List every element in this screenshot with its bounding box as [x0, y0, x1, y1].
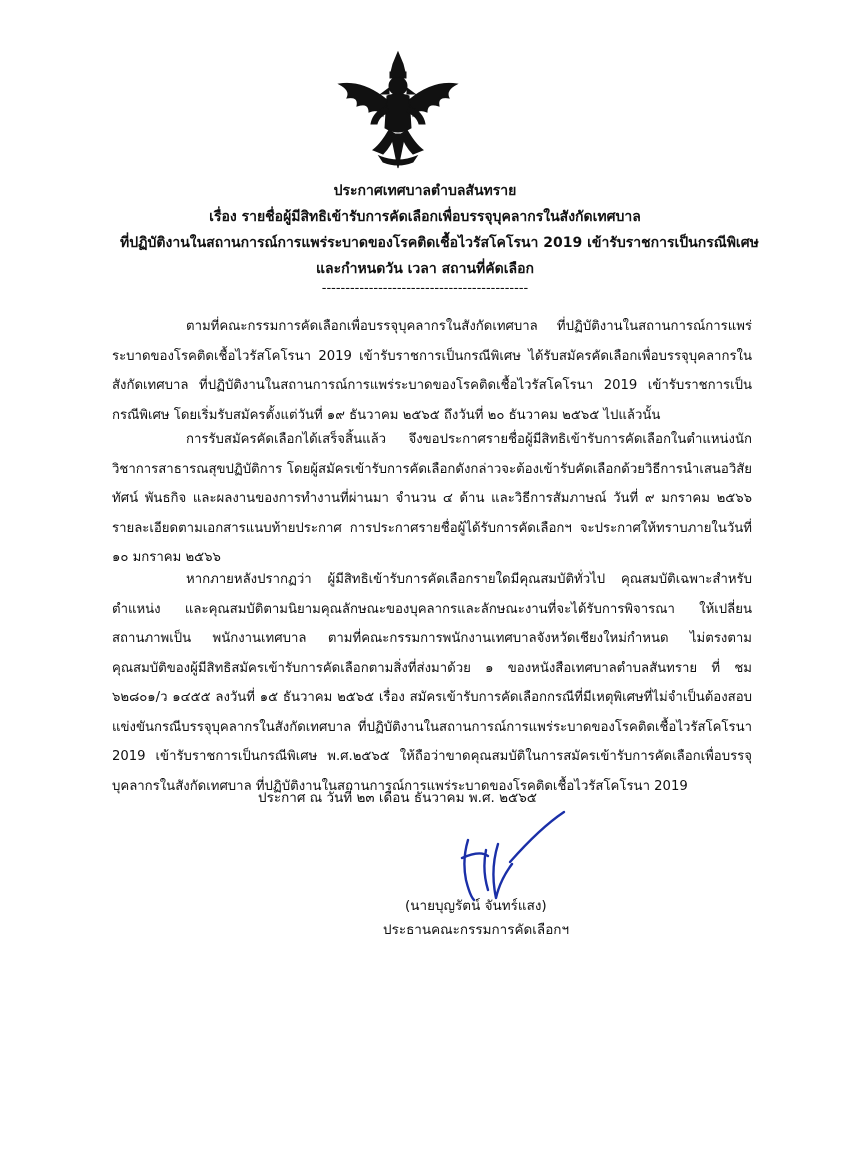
paragraph-2-text: การรับสมัครคัดเลือกได้เสร็จสิ้นแล้ว จึงขอประกาศรายชื่อผู้มีสิทธิเข้ารับการคัดเลือกในตำแหน่งนักวิชาการสาธารณสุขปฏิบัติการ โดยผู้สมัครเข้ารับการคัดเลือกดังกล่าวจะต้องเข้ารับคัดเลือกด้วยวิธีการนำเสนอวิสัยทัศน์ พันธกิจ และผลงานของการทำงานที่ผ่านมา จำนวน ๔ ด้าน และวิธีการสัมภาษณ์ วันที่ ๙ มกราคม ๒๕๖๖ รายละเอียดตามเอกสารแนบท้ายประกาศ การประกาศรายชื่อผู้ได้รับการคัดเลือกฯ จะประกาศให้ทราบภายในวันที่ ๑๐ มกราคม ๒๕๖๖ — [112, 432, 752, 565]
paragraph-2 — [112, 425, 752, 573]
paragraph-3-text: หากภายหลังปรากฏว่า ผู้มีสิทธิเข้ารับการคัดเลือกรายใดมีคุณสมบัติทั่วไป คุณสมบัติเฉพาะสำหรับตำแหน่ง และคุณสมบัติตามนิยามคุณลักษณะของบุคลากรและลักษณะงานที่จะได้รับการพิจารณา ให้เปลี่ยนสถานภาพเป็น พนักงานเทศบาล ตามที่คณะกรรมการพนักงานเทศบาลจังหวัดเชียงใหม่กำหนด ไม่ตรงตามคุณสมบัติของผู้มีสิทธิสมัครเข้ารับการคัดเลือกตามสิ่งที่ส่งมาด้วย ๑ ของหนังสือเทศบาลตำบลสันทราย ที่ ชม ๖๒๘๐๑/ว ๑๔๕๕ ลงวันที่ ๑๕ ธันวาคม ๒๕๖๕ เรื่อง สมัครเข้ารับการคัดเลือกกรณีที่มีเหตุพิเศษที่ไม่จำเป็นต้องสอบแข่งขันกรณีบรรจุบุคลากรในสังกัดเทศบาล ที่ปฏิบัติงานในสถานการณ์การแพร่ระบาดของโรคติดเชื้อไวรัสโคโรนา 2019 เข้ารับราชการเป็นกรณีพิเศษ พ.ศ.๒๕๖๕ ให้ถือว่าขาดคุณสมบัติในการสมัครเข้ารับการคัดเลือกเพื่อบรรจุบุคลากรในสังกัดเทศบาล ที่ปฏิบัติงานในสถานการณ์การแพร่ระบาดของโรคติดเชื้อไวรัสโคโรนา 2019 — [112, 572, 752, 794]
announcement-header — [120, 178, 759, 296]
signer-name: (นายบุญรัตน์ จันทร์แสง) — [405, 898, 547, 914]
header-separator: -------------------------------------------- — [321, 281, 529, 296]
garuda-emblem-icon — [333, 50, 463, 170]
paragraph-3 — [112, 565, 752, 801]
announcement-issuer: ประกาศเทศบาลตำบลสันทราย — [333, 183, 517, 199]
paragraph-1 — [112, 312, 752, 430]
announcement-subject-cont: ที่ปฏิบัติงานในสถานการณ์การแพร่ระบาดของโรคติดเชื้อไวรัสโคโรนา 2019 เข้ารับราชการเป็นกรณีพิเศษ — [120, 235, 759, 251]
signer-title: ประธานคณะกรรมการคัดเลือกฯ — [383, 922, 570, 938]
announcement-subject: เรื่อง รายชื่อผู้มีสิทธิเข้ารับการคัดเลือกเพื่อบรรจุบุคลากรในสังกัดเทศบาล — [209, 209, 641, 225]
issued-date: ประกาศ ณ วันที่ ๒๓ เดือน ธันวาคม พ.ศ. ๒๕๖๕ — [258, 790, 538, 806]
announcement-subject-end: และกำหนดวัน เวลา สถานที่คัดเลือก — [315, 261, 534, 277]
signature-icon — [440, 810, 570, 905]
paragraph-1-text: ตามที่คณะกรรมการคัดเลือกเพื่อบรรจุบุคลากรในสังกัดเทศบาล ที่ปฏิบัติงานในสถานการณ์การแพร่ระบาดของโรคติดเชื้อไวรัสโคโรนา 2019 เข้ารับราชการเป็นกรณีพิเศษ ได้รับสมัครคัดเลือกเพื่อบรรจุบุคลากรในสังกัดเทศบาล ที่ปฏิบัติงานในสถานการณ์การแพร่ระบาดของโรคติดเชื้อไวรัสโคโรนา 2019 เข้ารับราชการเป็นกรณีพิเศษ โดยเริ่มรับสมัครตั้งแต่วันที่ ๑๙ ธันวาคม ๒๕๖๕ ถึงวันที่ ๒๐ ธันวาคม ๒๕๖๕ ไปแล้วนั้น — [112, 319, 752, 423]
